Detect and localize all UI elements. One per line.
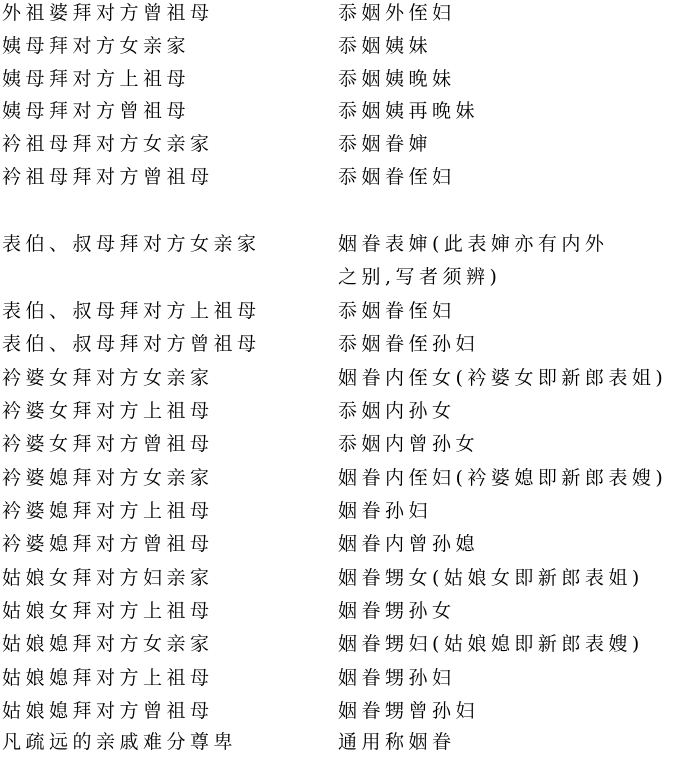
row-left-text: 表伯、叔母拜对方上祖母 (2, 300, 261, 322)
text-row (0, 628, 700, 661)
text-row (0, 562, 700, 595)
row-left-text: 姨母拜对方曾祖母 (2, 100, 191, 122)
row-left-text: 衿婆媳拜对方上祖母 (2, 500, 214, 522)
row-left-text: 衿婆媳拜对方曾祖母 (2, 533, 214, 555)
row-right-text: 通用称姻眷 (338, 731, 456, 753)
text-row (0, 63, 700, 96)
row-right-text: 忝姻内曾孙女 (338, 433, 480, 455)
text-row (0, 30, 700, 63)
row-left-text: 衿祖母拜对方女亲家 (2, 133, 214, 155)
text-row (0, 228, 700, 261)
row-right-text: 姻眷甥妇(姑娘媳即新郎表嫂) (338, 633, 644, 655)
row-left-text: 姑娘女拜对方上祖母 (2, 600, 214, 622)
row-right-text: 姻眷孙妇 (338, 500, 433, 522)
row-right-text: 姻眷表婶(此表婶亦有内外 (338, 233, 609, 255)
row-left-text: 衿婆女拜对方女亲家 (2, 367, 214, 389)
text-row (0, 0, 700, 30)
row-right-text: 姻眷甥曾孙妇 (338, 700, 480, 722)
text-row (0, 161, 700, 194)
text-row (0, 595, 700, 628)
row-left-text: 衿祖母拜对方曾祖母 (2, 166, 214, 188)
row-left-text: 姑娘媳拜对方曾祖母 (2, 700, 214, 722)
row-right-text: 姻眷甥女(姑娘女即新郎表姐) (338, 567, 644, 589)
row-right-text: 忝姻姨再晚妹 (338, 100, 480, 122)
row-left-text: 姑娘媳拜对方上祖母 (2, 667, 214, 689)
text-row (0, 726, 700, 759)
row-right-text: 忝姻眷侄孙妇 (338, 333, 480, 355)
text-row (0, 395, 700, 428)
row-right-text: 忝姻外侄妇 (338, 2, 456, 24)
text-row (0, 295, 700, 328)
text-row (0, 528, 700, 561)
row-left-text: 姨母拜对方女亲家 (2, 35, 191, 57)
row-right-text: 忝姻眷侄妇 (338, 300, 456, 322)
row-right-text: 姻眷甥孙妇 (338, 667, 456, 689)
row-left-text: 姨母拜对方上祖母 (2, 68, 191, 90)
text-row (0, 428, 700, 461)
text-row (0, 662, 700, 695)
row-right-text: 忝姻姨妹 (338, 35, 433, 57)
row-left-text: 表伯、叔母拜对方曾祖母 (2, 333, 261, 355)
row-left-text: 姑娘女拜对方妇亲家 (2, 567, 214, 589)
text-row (0, 95, 700, 128)
row-left-text: 外祖婆拜对方曾祖母 (2, 2, 214, 24)
row-left-text: 衿婆女拜对方曾祖母 (2, 433, 214, 455)
row-left-text: 凡疏远的亲戚难分尊卑 (2, 731, 238, 753)
text-row (0, 462, 700, 495)
text-row (0, 261, 700, 294)
text-row (0, 695, 700, 728)
row-left-text: 衿婆女拜对方上祖母 (2, 400, 214, 422)
text-row (0, 362, 700, 395)
row-left-text: 衿婆媳拜对方女亲家 (2, 467, 214, 489)
row-right-text: 姻眷内侄女(衿婆女即新郎表姐) (338, 367, 668, 389)
row-right-text: 忝姻眷婶 (338, 133, 433, 155)
row-left-text: 表伯、叔母拜对方女亲家 (2, 233, 261, 255)
text-row (0, 495, 700, 528)
text-row (0, 128, 700, 161)
text-row (0, 328, 700, 361)
row-right-text: 姻眷内曾孙媳 (338, 533, 480, 555)
row-right-text: 忝姻眷侄妇 (338, 166, 456, 188)
row-right-text: 忝姻内孙女 (338, 400, 456, 422)
row-right-text: 之别,写者须辨) (338, 266, 502, 288)
row-right-text: 姻眷甥孙女 (338, 600, 456, 622)
row-left-text: 姑娘媳拜对方女亲家 (2, 633, 214, 655)
row-right-text: 姻眷内侄妇(衿婆媳即新郎表嫂) (338, 467, 668, 489)
row-right-text: 忝姻姨晚妹 (338, 68, 456, 90)
